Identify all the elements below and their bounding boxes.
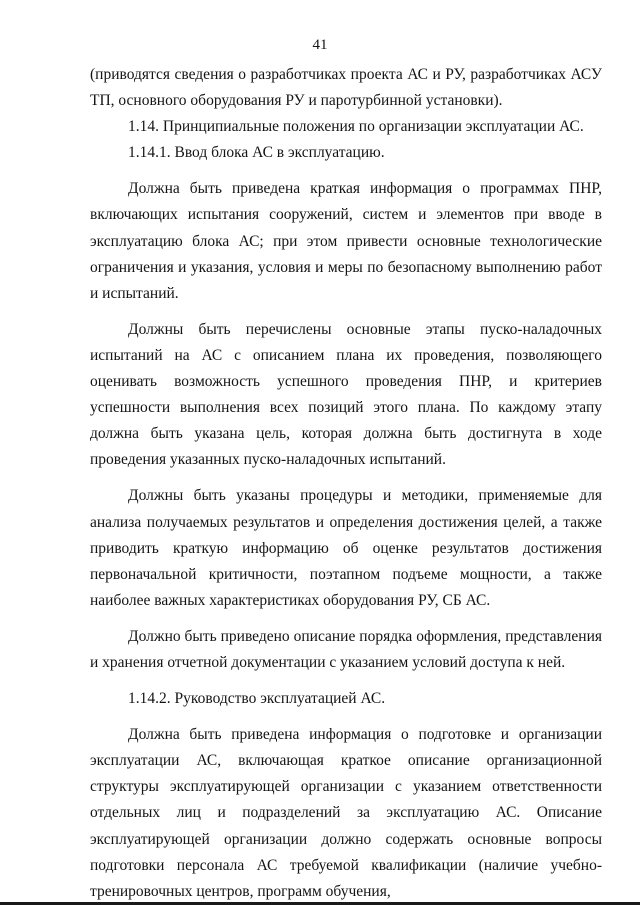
- paragraph-commissioning-stages: Должны быть перечислены основные этапы пуско-наладочных испытаний на АС с описанием плана их проведения, позволяющего оценивать возможность успешного проведения ПНР, и критериев успешности выполнения всех позиций этого плана. По каждому этапу должна быть указана цель, которая должна быть достигнута в ходе проведения указанных пуско-наладочных испытаний.: [90, 320, 602, 469]
- page-body: [90, 62, 602, 905]
- paragraph-reporting-documentation: Должно быть приведено описание порядка оформления, представления и хранения отчетной документации с указанием условий доступа к ней.: [90, 627, 602, 671]
- paragraph-pnr-programs: Должна быть приведена краткая информация о программах ПНР, включающих испытания сооружений, систем и элементов при вводе в эксплуатацию блока АС; при этом привести основные технологические ограничения и указания, условия и меры по безопасному выполнению работ и испытаний.: [90, 180, 602, 302]
- section-heading-1-14-1: 1.14.1. Ввод блока АС в эксплуатацию.: [128, 144, 385, 162]
- paragraph-analysis-procedures: Должны быть указаны процедуры и методики, применяемые для анализа получаемых результатов и определения достижения целей, а также приводить краткую информацию об оценке результатов достижения первоначальной критичности, поэтапном подъеме мощности, а также наиболее важных характеристиках оборудования РУ, СБ АС.: [90, 487, 602, 609]
- paragraph-operation-management: Должна быть приведена информация о подготовке и организации эксплуатации АС, включающая краткое описание организационной структуры эксплуатирующей организации с указанием ответственности отдельных лиц и подразделений за эксплуатацию АС. Описание эксплуатирующей организации должно содержать основные вопросы подготовки персонала АС требуемой квалификации (наличие учебно-тренировочных центров, программ обучения,: [90, 726, 602, 900]
- section-heading-1-14-2: 1.14.2. Руководство эксплуатацией АС.: [128, 690, 386, 708]
- section-heading-1-14: 1.14. Принципиальные положения по организации эксплуатации АС.: [128, 118, 584, 136]
- page-number: 41: [312, 37, 328, 53]
- paragraph-developers-info: (приводятся сведения о разработчиках проекта АС и РУ, разработчиках АСУ ТП, основного оборудования РУ и паротурбинной установки).: [90, 66, 602, 110]
